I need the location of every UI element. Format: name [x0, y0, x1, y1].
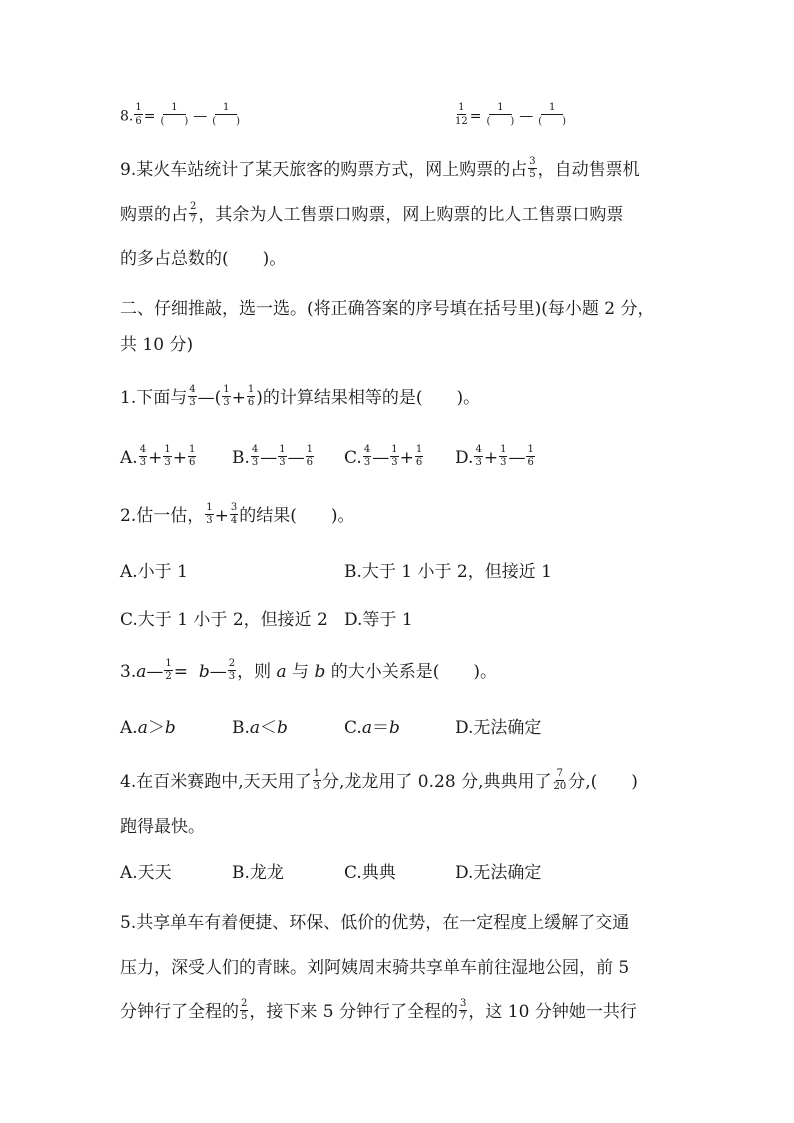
fraction-blank: $\frac{1}{( )}$	[486, 102, 515, 127]
p5-line-1: 5.共享单车有着便捷、环保、低价的优势，在一定程度上缓解了交通	[120, 913, 630, 933]
fraction: $\frac{1}{3}$	[313, 768, 320, 792]
fraction: $\frac{1}{2}$	[165, 658, 172, 682]
fraction: $\frac{3}{4}$	[230, 502, 238, 526]
fraction: $\frac{2}{5}$	[241, 998, 248, 1022]
fraction-blank: $\frac{1}{( )}$	[212, 102, 241, 127]
p1-option-d[interactable]: D. $\frac{4}{3}$ + $\frac{1}{3}$ — $\frac{1}{6}$	[455, 444, 534, 468]
section-2-heading-line-2: 共 10 分)	[120, 335, 194, 355]
p2-question: 2.估一估， $\frac{1}{3}$ + $\frac{3}{4}$ 的结果( )。	[120, 502, 355, 526]
p2-option-c[interactable]: C.大于 1 小于 2，但接近 2	[120, 610, 328, 630]
q9-line-2: 购票的占 $\frac{2}{7}$ ，其余为人工售票口购票，网上购票的比人工售票口购票	[120, 201, 624, 225]
fraction-blank: $\frac{1}{( )}$	[160, 102, 189, 127]
p3-question: 3.a— $\frac{1}{2}$ = b— $\frac{2}{3}$ ，则 a 与 b 的大小关系是( )。	[120, 658, 497, 682]
p2-option-d[interactable]: D.等于 1	[344, 610, 413, 630]
q8-left-equation: 8. $\frac{1}{6}$ = $\frac{1}{( )}$ — $\frac{1}{( )}$	[120, 104, 245, 129]
p5-line-2: 压力，深受人们的青睐。刘阿姨周末骑共享单车前往湿地公园，前 5	[120, 958, 630, 978]
fraction: $\frac{1}{3}$	[223, 384, 230, 408]
p2-option-b[interactable]: B.大于 1 小于 2，但接近 1	[344, 562, 552, 582]
p4-option-d[interactable]: D.无法确定	[455, 863, 542, 883]
p5-line-3: 分钟行了全程的 $\frac{2}{5}$ ，接下来 5 分钟行了全程的 $\frac{3}{7}$ ，这 10 分钟她一共行	[120, 998, 637, 1022]
p4-question-line-1: 4.在百米赛跑中,天天用了 $\frac{1}{3}$ 分,龙龙用了 0.28 分,典典用了 $\frac{7}{20}$ 分,( )	[120, 768, 638, 792]
p3-option-b[interactable]: B.a＜b	[232, 718, 288, 738]
section-2-heading-line-1: 二、仔细推敲，选一选。(将正确答案的序号填在括号里)(每小题 2 分，	[120, 299, 655, 319]
p2-option-a[interactable]: A.小于 1	[120, 562, 188, 582]
p4-question-line-2: 跑得最快。	[120, 817, 205, 837]
fraction: $\frac{2}{7}$	[190, 201, 197, 225]
fraction-blank: $\frac{1}{( )}$	[538, 102, 567, 127]
q8-right-equation: $\frac{1}{12}$ = $\frac{1}{( )}$ — $\frac{1}{( )}$	[453, 104, 571, 129]
p4-option-b[interactable]: B.龙龙	[232, 863, 284, 883]
fraction: $\frac{7}{20}$	[553, 768, 567, 792]
fraction: $\frac{1}{6}$	[135, 102, 142, 127]
p1-option-c[interactable]: C. $\frac{4}{3}$ — $\frac{1}{3}$ + $\frac{1}{6}$	[344, 444, 423, 468]
p1-option-b[interactable]: B. $\frac{4}{3}$ — $\frac{1}{3}$ — $\frac{1}{6}$	[232, 444, 314, 468]
fraction: $\frac{1}{3}$	[206, 502, 213, 526]
p3-option-a[interactable]: A.a＞b	[120, 718, 176, 738]
q9-line-3: 的多占总数的( )。	[120, 249, 287, 269]
fraction: $\frac{4}{3}$	[189, 384, 196, 408]
q8-number: 8.	[120, 108, 134, 125]
p4-option-a[interactable]: A.天天	[120, 863, 172, 883]
fraction: $\frac{1}{6}$	[247, 384, 255, 408]
fraction: $\frac{3}{7}$	[460, 998, 467, 1022]
fraction: $\frac{3}{5}$	[529, 156, 536, 180]
p3-option-c[interactable]: C.a＝b	[344, 718, 400, 738]
fraction: $\frac{2}{3}$	[228, 658, 236, 682]
p1-question: 1.下面与 $\frac{4}{3}$ —( $\frac{1}{3}$ + $\frac{1}{6}$ )的计算结果相等的是( )。	[120, 384, 481, 408]
q9-line-1: 9.某火车站统计了某天旅客的购票方式，网上购票的占 $\frac{3}{5}$ ，自动售票机	[120, 156, 640, 180]
p1-option-a[interactable]: A. $\frac{4}{3}$ + $\frac{1}{3}$ + $\frac{1}{6}$	[120, 444, 196, 468]
p3-option-d[interactable]: D.无法确定	[455, 718, 542, 738]
fraction: $\frac{1}{12}$	[455, 102, 468, 127]
p4-option-c[interactable]: C.典典	[344, 863, 396, 883]
